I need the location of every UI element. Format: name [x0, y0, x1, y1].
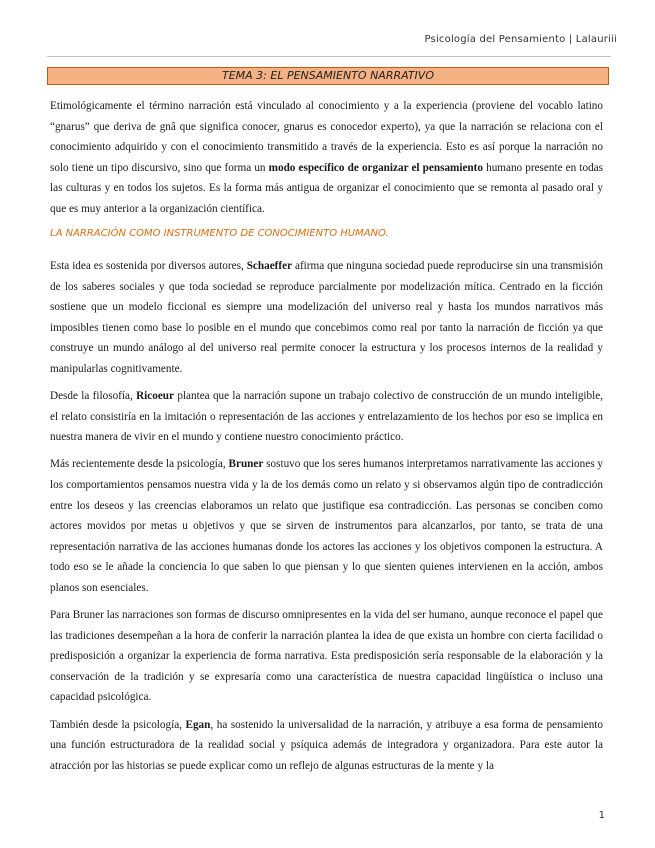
author-name: Schaeffer: [246, 260, 293, 273]
paragraph-text: También desde la psicología,: [50, 718, 186, 731]
section-title: TEMA 3: EL PENSAMIENTO NARRATIVO: [47, 67, 609, 85]
author-name: Bruner: [228, 458, 264, 471]
header-rule: [47, 56, 611, 57]
paragraph-bruner: [50, 454, 603, 598]
paragraph-text: humano presente en todas las culturas y en todos los sujetos. Es la forma más antigua de organizar el conocimiento que se remonta al pasado oral y que es muy anterior a la organización científica.: [50, 161, 603, 215]
paragraph-text: , ha sostenido la universalidad de la narración, y atribuye a esa forma de pensamiento una función estructuradora de la realidad social y psíquica además de integradora y organizadora. Para este autor la atracción por las historias se puede explicar como un reflejo de algunas estructuras de la mente y la: [50, 718, 603, 772]
author-name: Egan: [185, 718, 211, 731]
paragraph-text: Más recientemente desde la psicología,: [50, 458, 229, 471]
document-body: [50, 96, 603, 783]
paragraph-bruner-narratives: Para Bruner las narraciones son formas de discurso omnipresentes en la vida del ser humano, aunque reconoce el papel que las tradiciones desempeñan a la hora de conferir la narración plantea la idea de que exista un hombre con cierta facilidad o predisposición a organizar la experiencia de forma narrativa. Esta predisposición sería responsable de la elaboración y la conservación de la tradición y se expresaría como una característica de nuestra capacidad lingüística o incluso una capacidad psicológica.: [50, 609, 603, 704]
paragraph-ricoeur: [50, 386, 603, 448]
paragraph-text: Esta idea es sostenida por diversos autores,: [50, 260, 247, 273]
paragraph-text: afirma que ninguna sociedad puede reproducirse sin una transmisión de los saberes sociales y que toda sociedad se reproduce parcialmente por modelización mítica. Centrado en la ficción sostiene que un modelo ficcional es siempre una modelización del universo real y hasta los mundos narrativos más imposibles tienen como base lo posible en el mundo que concebimos como real por tanto la narración de ficción ya que construye un mundo análogo al del universo real permite conocer la estructura y los procesos internos de la realidad y manipularlas cognitivamente.: [50, 260, 603, 376]
bold-phrase: modo específico de organizar el pensamiento: [268, 161, 483, 174]
paragraph-egan: [50, 715, 603, 777]
paragraph-text: Etimológicamente el término narración está vinculado al conocimiento y a la experiencia (proviene del vocablo latino “gnarus” que deriva de gnâ que significa conocer, gnarus es conocedor experto), ya que la narración se relaciona con el conocimiento adquirido y con el conocimiento transmitido a través de la experiencia. Esto es así porque la narración no solo tiene un tipo discursivo, sino que forma un: [50, 100, 603, 174]
paragraph-text: plantea que la narración supone un trabajo colectivo de construcción de un mundo inteligible, el relato consistiría en la imitación o representación de las acciones y entrelazamiento de los hechos por eso se implica en nuestra manera de vivir en el mundo y contiene nuestro conocimiento práctico.: [50, 390, 603, 444]
subheading: LA NARRACIÓN COMO INSTRUMENTO DE CONOCIMIENTO HUMANO.: [50, 228, 389, 240]
author-name: Ricoeur: [136, 390, 174, 403]
paragraph-schaeffer: [50, 256, 603, 380]
paragraph-text: Desde la filosofía,: [50, 390, 137, 403]
running-header: Psicología del Pensamiento | Lalauriii: [424, 34, 617, 45]
page-number: 1: [598, 810, 605, 821]
paragraph-etymology: [50, 96, 603, 220]
paragraph-text: sostuvo que los seres humanos interpretamos narrativamente las acciones y los comportamientos pensamos nuestra vida y la de los demás como un relato y si observamos algún tipo de contradicción entre los deseos y las creencias elaboramos un relato que justifique esa contradicción. Las personas se conciben como actores movidos por metas u objetivos y que se sirven de instrumentos para alcanzarlos, por tanto, se trata de una representación narrativa de las acciones humanas donde los actores las acciones y los objetivos componen la estructura. A todo eso se le añade la conciencia lo que saben lo que piensan y lo que sienten quienes intervienen en la acción, ambos planos son esenciales.: [50, 458, 603, 594]
